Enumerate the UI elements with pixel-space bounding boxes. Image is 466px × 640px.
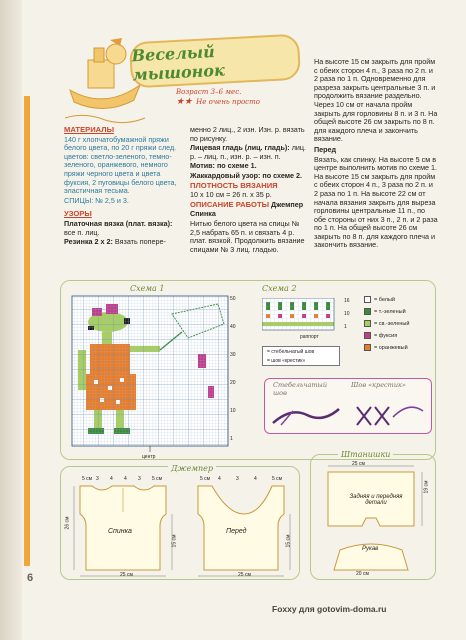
page-spine-shadow <box>0 0 22 640</box>
front-piece-diagram <box>186 474 296 578</box>
title-banner <box>129 34 301 89</box>
row-tick-label: 50 <box>230 296 236 302</box>
symbol-cross-stitch: = шов «крестик» <box>267 358 306 364</box>
row-tick-label: 1 <box>344 324 347 330</box>
back-heading: Спинка <box>190 209 216 219</box>
row-tick-label: 16 <box>344 298 350 304</box>
front-heading: Перед <box>314 144 337 154</box>
pants-width-dim: 25 см <box>352 461 365 467</box>
front-piece-label: Перед <box>226 528 247 535</box>
sleeve-width-dim: 20 см <box>356 571 369 577</box>
front-side-dim: 15 см <box>285 534 292 548</box>
difficulty-label <box>176 97 260 107</box>
age-label: Возраст 3–6 мес. <box>176 88 242 96</box>
back-piece-label: Спинка <box>108 528 132 535</box>
back-bottom-dim: 25 см <box>120 572 133 578</box>
description-heading: ОПИСАНИЕ РАБОТЫ <box>190 199 270 209</box>
dimension-label: 3 <box>236 476 239 482</box>
legend-item <box>364 296 409 303</box>
text-column-3 <box>314 58 438 251</box>
plain-stitch <box>64 220 184 237</box>
dimension-label: 4 <box>124 476 127 482</box>
legend-label: = т.-зеленый <box>374 308 406 315</box>
back-text: Нитью белого цвета на спицы № 2,5 набрать 65 п. и связать 4 р. плат. вязкой. Продолжить вязание спицами № 3 лиц. гладью. <box>190 218 305 254</box>
back-height-dim: 26 см <box>64 516 71 530</box>
text-column-2 <box>190 126 306 255</box>
row-tick-label: 10 <box>230 408 236 414</box>
legend-item <box>364 320 409 327</box>
difficulty-text: Не очень просто <box>196 98 260 106</box>
legend-label: = фуксия <box>374 332 398 339</box>
legend-label: = св.-зеленый <box>374 320 410 327</box>
description <box>190 201 306 210</box>
difficulty-stars: ★★ <box>176 97 193 107</box>
motif-line: Мотив: по схеме 1. <box>190 161 257 171</box>
page-number: 6 <box>27 572 34 584</box>
dimension-label: 5 см <box>272 476 283 482</box>
dimension-label: 4 <box>218 476 221 482</box>
dimension-label: 3 <box>96 476 99 482</box>
plain-stitch-label: Платочная вязка (плат. вязка): <box>64 218 173 228</box>
gauge-heading: ПЛОТНОСТЬ ВЯЗАНИЯ <box>190 180 278 190</box>
dimension-label: 4 <box>110 476 113 482</box>
description-item: Джемпер <box>271 199 304 209</box>
row-tick-label: 10 <box>344 311 350 317</box>
scheme2-rapport-label: раппорт <box>300 334 319 340</box>
gauge-text: 10 х 10 см = 26 п. х 35 р. <box>190 190 272 200</box>
stockinette-label: Лицевая гладь (лиц. гладь): <box>190 143 290 153</box>
pants-diagrams <box>316 462 432 578</box>
symbols-box <box>262 346 340 366</box>
materials-text: 140 г хлопчатобумажной пряжи белого цвета, по 20 г пряжи след. цветов: светло-зеленого, темно-зеленого, оранжевого, немного пряжи черного цвета и цвета фуксия, 2 пуговицы белого цвета, эластичная тесьма. <box>64 134 177 196</box>
rib-stitch-text: Вязать попере- <box>114 237 166 247</box>
pants-label: Штанишки <box>338 450 393 459</box>
text-column-1 <box>64 126 184 248</box>
sleeve-piece-label: Рукав <box>362 546 379 552</box>
legend-swatch <box>364 344 371 351</box>
stem-stitch-drawing <box>271 401 341 429</box>
scheme2-chart <box>262 298 342 338</box>
front-bottom-dim: 25 см <box>238 572 251 578</box>
rib-stitch-label: Резинка 2 х 2: <box>64 237 113 247</box>
stockinette-text: лиц. р. – лиц. п., изн. р. – изн. п. <box>190 143 307 161</box>
legend-swatch <box>364 296 371 303</box>
scheme1-center-label: центр <box>142 454 156 460</box>
materials-heading: МАТЕРИАЛЫ <box>64 125 114 134</box>
symbol-stem-stitch: = стебельчатый шов <box>267 349 315 355</box>
legend-item <box>364 308 409 315</box>
needles-text: СПИЦЫ: № 2,5 и 3. <box>64 195 129 205</box>
row-tick-label: 1 <box>230 436 233 442</box>
jumper-label: Джемпер <box>168 464 216 473</box>
color-legend <box>364 296 409 356</box>
dimension-label: 3 <box>138 476 141 482</box>
page-title: Веселый мышонок <box>131 42 226 85</box>
stem-stitch-label: Стебельчатый шов <box>273 381 328 397</box>
stitch-illustrations <box>264 378 432 434</box>
pants-height-dim: 19 см <box>423 480 430 494</box>
row-tick-label: 20 <box>230 380 236 386</box>
cross-stitch-drawing <box>353 397 427 431</box>
scheme1-label: Схема 1 <box>130 284 165 293</box>
legend-item <box>364 344 409 351</box>
orange-margin-strip <box>24 96 30 566</box>
legend-label: = белый <box>374 296 395 303</box>
row-tick-label: 40 <box>230 324 236 330</box>
row-tick-label: 30 <box>230 352 236 358</box>
dimension-label: 5 см <box>82 476 93 482</box>
dimension-label: 5 см <box>200 476 211 482</box>
back-continued: На высоте 15 см закрыть для пройм с обеих сторон 4 п., 3 раза по 2 п. и 2 раза по 1 п. Одновременно для разреза закрыть центральные 3 п. и продолжить вязание раздельно. Через 10 см от начала пройм закрыть для горловины 8 п. и 3 п. На общей высоте 26 см закрыть по 8 п. для каждого плеча и закончить вязание. <box>314 57 438 144</box>
legend-swatch <box>364 308 371 315</box>
front-text: Вязать, как спинку. На высоте 5 см в центре выполнить мотив по схеме 1. На высоте 15 см закрыть для пройм с обеих сторон 4 п., 3 раза по 2 п. и 2 раза по 1 п. На высоте 22 см от начала вязания закрыть для выреза горловины центральные 11 п., по обе стороны от них 3 п., 2 п. и 2 раза по 1 п. На общей высоте 26 см закрыть по 8 п. для каждого плеча и закончить вязание. <box>314 154 438 250</box>
dimension-label: 5 см <box>152 476 163 482</box>
plain-stitch-text: все п. лиц. <box>64 227 100 237</box>
scheme1-chart <box>68 294 238 460</box>
legend-swatch <box>364 320 371 327</box>
rib-continued: менно 2 лиц., 2 изн. Изн. р. вязать по рисунку. <box>190 125 305 143</box>
legend-label: = оранжевый <box>374 344 408 351</box>
rib-stitch <box>64 238 184 247</box>
cross-stitch-label: Шов «крестик» <box>351 381 406 389</box>
legend-item <box>364 332 409 339</box>
stockinette <box>190 144 306 161</box>
back-piece-diagram <box>68 474 178 578</box>
jacquard-line: Жаккардовый узор: по схеме 2. <box>190 170 303 180</box>
patterns-heading: УЗОРЫ <box>64 209 92 219</box>
pants-piece-label: Задняя и передняя детали <box>349 494 403 506</box>
legend-swatch <box>364 332 371 339</box>
dimension-label: 4 <box>254 476 257 482</box>
watermark-credit: Foxxy для gotovim-doma.ru <box>272 604 387 614</box>
back-side-dim: 15 см <box>171 534 178 548</box>
scheme2-label: Схема 2 <box>262 284 297 293</box>
